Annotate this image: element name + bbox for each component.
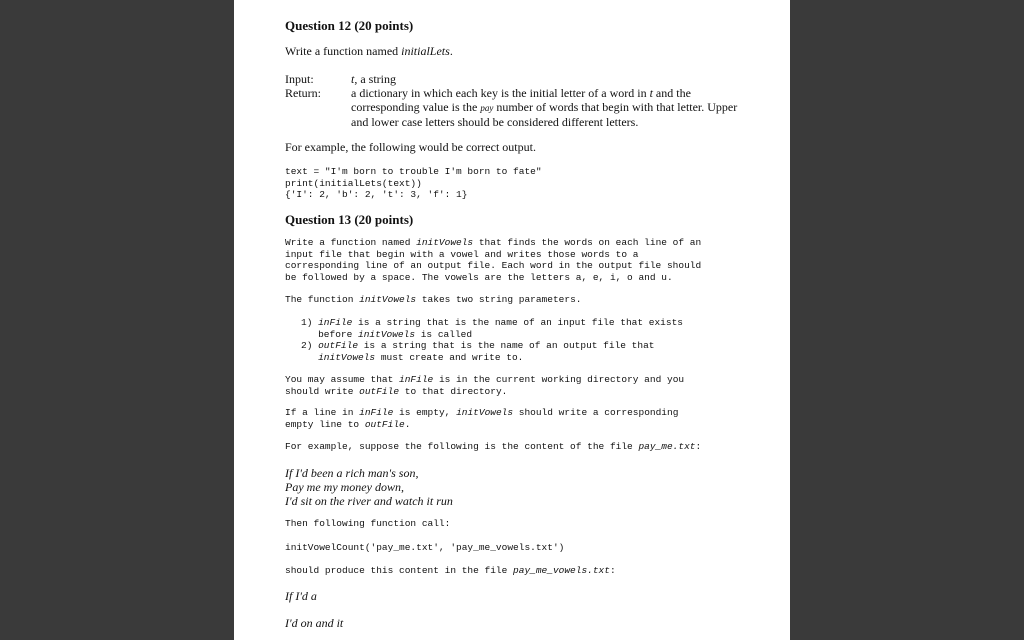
q13-paragraph-7: should produce this content in the file pay_me_vowels.txt: (285, 565, 616, 576)
question-13-heading: Question 13 (20 points) (285, 212, 414, 227)
q13-function-call: initVowelCount('pay_me.txt', 'pay_me_vowels.txt') (285, 542, 565, 553)
document-page (234, 0, 790, 640)
param-item-1: 1) inFile is a string that is the name of an input file that exists (301, 317, 683, 328)
q13-paragraph-6: Then following function call: (285, 518, 451, 529)
q12-func-name: initialLets (401, 44, 450, 58)
output-line-1: If I'd a (285, 589, 317, 603)
q13-paragraph-5: For example, suppose the following is the content of the file pay_me.txt: (285, 441, 702, 452)
q12-intro: Write a function named initialLets. (285, 44, 453, 58)
q13-param-list: 1) inFile is a string that is the name of an input file that exists before initVowels is called 2) outFile is a string that is the name of an output file that initVowels must create and write to. (301, 317, 683, 363)
q13-paragraph-4: If a line in inFile is empty, initVowels should write a corresponding empty line to outFile. (285, 407, 679, 430)
return-label: Return: (285, 86, 321, 100)
input-label: Input: (285, 72, 314, 86)
input-desc: t, a string (351, 72, 397, 86)
q13-paragraph-3: You may assume that inFile is in the current working directory and you should write outFile to that directory. (285, 374, 685, 397)
param-item-2: 2) outFile is a string that is the name of an output file that (301, 340, 655, 351)
return-desc: a dictionary in which each key is the initial letter of a word in t and the corresponding value is the pay number of words that begin with that letter. Upper and lower case letters should be considered different letters. (351, 86, 738, 129)
output-line-2: I'd on and it (285, 616, 344, 630)
question-12-heading: Question 12 (20 points) (285, 18, 414, 33)
poem-block: If I'd been a rich man's son, Pay me my money down, I'd sit on the river and watch it run (285, 466, 453, 508)
q13-paragraph-1: Write a function named initVowels that finds the words on each line of an input file that begin with a vowel and writes those words to a corresponding line of an output file. Each word in the output file should be followed by a space. The vowels are the letters a, e, i, o and u. (285, 237, 702, 283)
q12-code-block: text = "I'm born to trouble I'm born to fate" print(initialLets(text)) {'I': 2, 'b': 2, 't': 3, 'f': 1} (285, 166, 542, 200)
q12-example-intro: For example, the following would be correct output. (285, 140, 536, 154)
q13-paragraph-2: The function initVowels takes two string parameters. (285, 294, 582, 305)
